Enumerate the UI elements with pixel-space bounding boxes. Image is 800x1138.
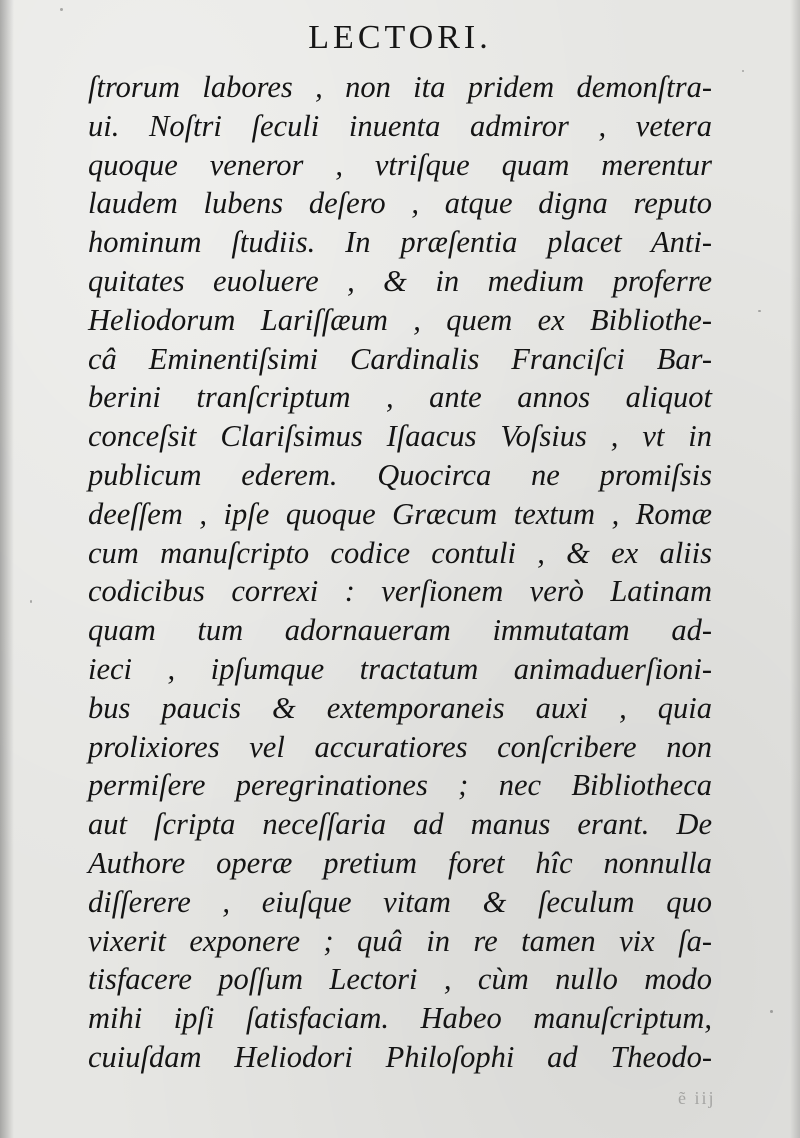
page-header: LECTORI. bbox=[308, 19, 492, 56]
text-line: Heliodorum Lariſſæum , quem ex Bibliothe- bbox=[88, 302, 712, 337]
text-line: quam tum adornaueram immutatam ad- bbox=[88, 613, 712, 648]
text-line: publicum ederem. Quocirca ne promiſsis bbox=[88, 457, 712, 492]
text-line: aut ſcripta neceſſaria ad manus erant. De bbox=[88, 807, 712, 842]
ink-speck bbox=[758, 310, 761, 312]
text-line: prolixiores vel accuratiores conſcribere non bbox=[88, 729, 712, 764]
ink-speck bbox=[742, 70, 744, 72]
body-text bbox=[88, 68, 712, 1077]
text-line: deeſſem , ipſe quoque Græcum textum , Romæ bbox=[88, 496, 712, 531]
text-line: hominum ſtudiis. In præſentia placet Anti- bbox=[88, 225, 712, 260]
ink-speck bbox=[770, 1010, 773, 1013]
text-line: câ Eminentiſsimi Cardinalis Franciſci Bar- bbox=[88, 341, 712, 376]
text-line: cum manuſcripto codice contuli , & ex aliis bbox=[88, 535, 712, 570]
binding-shadow bbox=[0, 0, 14, 1138]
text-line: Authore operæ pretium foret hîc nonnulla bbox=[88, 845, 712, 880]
text-line: ui. Noſtri ſeculi inuenta admiror , vetera bbox=[88, 108, 712, 143]
text-line: quitates euoluere , & in medium proferre bbox=[88, 263, 712, 298]
text-line: bus paucis & extemporaneis auxi , quia bbox=[88, 690, 712, 725]
text-line: quoque veneror , vtriſque quam merentur bbox=[88, 147, 712, 182]
page-edge-shadow bbox=[790, 0, 800, 1138]
ink-speck bbox=[60, 8, 63, 11]
text-line: laudem lubens deſero , atque digna reputo bbox=[88, 186, 712, 221]
text-line: ieci , ipſumque tractatum animaduerſioni- bbox=[88, 651, 712, 686]
text-line: tisfacere poſſum Lectori , cùm nullo modo bbox=[88, 962, 712, 997]
text-line: vixerit exponere ; quâ in re tamen vix ſa- bbox=[88, 923, 712, 958]
text-line: codicibus correxi : verſionem verò Latinam bbox=[88, 574, 712, 609]
signature-mark: ẽ iij bbox=[678, 1088, 716, 1108]
text-line: cuiuſdam Heliodori Philoſophi ad Theodo- bbox=[88, 1039, 712, 1074]
ink-speck bbox=[30, 600, 32, 603]
text-line: diſſerere , eiuſque vitam & ſeculum quo bbox=[88, 884, 712, 919]
text-line: conceſsit Clariſsimus Iſaacus Voſsius , vt in bbox=[88, 419, 712, 454]
text-line: mihi ipſi ſatisfaciam. Habeo manuſcriptum, bbox=[88, 1001, 712, 1036]
text-line: permiſere peregrinationes ; nec Bibliotheca bbox=[88, 768, 712, 803]
text-line: ſtrorum labores , non ita pridem demonſtra- bbox=[88, 70, 712, 104]
text-line: berini tranſcriptum , ante annos aliquot bbox=[88, 380, 712, 415]
